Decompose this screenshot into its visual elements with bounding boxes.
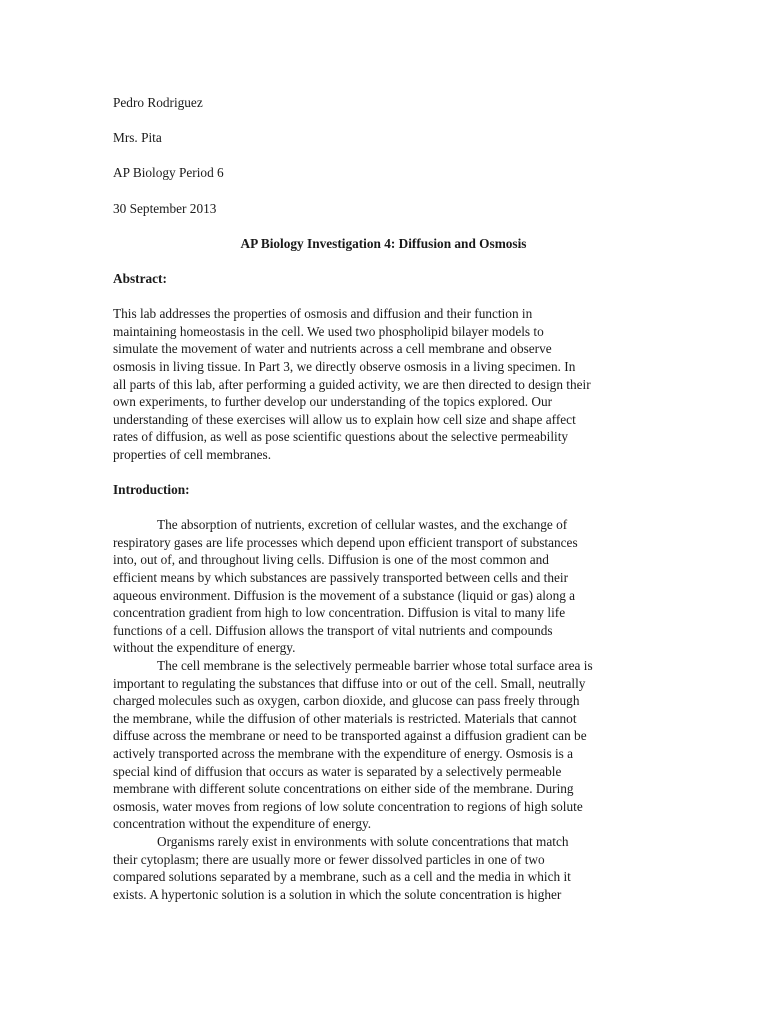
introduction-paragraph-1 [113, 516, 640, 657]
text-line: actively transported across the membrane with the expenditure of energy. Osmosis is a [113, 745, 574, 761]
text-line: diffuse across the membrane or need to be transported against a diffusion gradient can be [113, 728, 587, 744]
text-line: compared solutions separated by a membrane, such as a cell and the media in which it [113, 869, 571, 885]
text-line: own experiments, to further develop our understanding of the topics explored. Our [113, 394, 553, 410]
text-line: osmosis in living tissue. In Part 3, we directly observe osmosis in a living specimen. In [113, 358, 576, 374]
text-line: the membrane, while the diffusion of other materials is restricted. Materials that cannot [113, 710, 577, 726]
text-line: concentration without the expenditure of energy. [113, 816, 372, 832]
teacher-name: Mrs. Pita [113, 130, 162, 146]
text-line: Organisms rarely exist in environments with solute concentrations that match [157, 833, 569, 849]
text-line: properties of cell membranes. [113, 446, 272, 462]
abstract-paragraph [113, 305, 640, 463]
text-line: special kind of diffusion that occurs as water is separated by a selectively permeable [113, 763, 562, 779]
document-title: AP Biology Investigation 4: Diffusion and Osmosis [240, 235, 527, 251]
text-line: simulate the movement of water and nutrients across a cell membrane and observe [113, 341, 552, 357]
text-line: all parts of this lab, after performing a guided activity, we are then directed to design their [113, 376, 591, 392]
text-line: their cytoplasm; there are usually more or fewer dissolved particles in one of two [113, 851, 545, 867]
text-line: rates of diffusion, as well as pose scientific questions about the selective permeability [113, 429, 569, 445]
text-line: maintaining homeostasis in the cell. We used two phospholipid bilayer models to [113, 323, 544, 339]
text-line: important to regulating the substances that diffuse into or out of the cell. Small, neutrally [113, 675, 586, 691]
text-line: efficient means by which substances are passively transported between cells and their [113, 570, 569, 586]
text-line: exists. A hypertonic solution is a solution in which the solute concentration is higher [113, 886, 562, 902]
text-line: concentration gradient from high to low concentration. Diffusion is vital to many life [113, 605, 566, 621]
text-line: osmosis, water moves from regions of low solute concentration to regions of high solute [113, 798, 583, 814]
text-line: into, out of, and throughout living cells. Diffusion is one of the most common and [113, 552, 549, 568]
text-line: The absorption of nutrients, excretion of cellular wastes, and the exchange of [157, 517, 568, 533]
text-line: charged molecules such as oxygen, carbon dioxide, and glucose can pass freely through [113, 693, 580, 709]
introduction-heading: Introduction: [113, 482, 190, 498]
text-line: respiratory gases are life processes which depend upon efficient transport of substances [113, 534, 578, 550]
text-line: The cell membrane is the selectively permeable barrier whose total surface area is [157, 658, 593, 673]
abstract-heading: Abstract: [113, 270, 167, 286]
introduction-paragraph-3 [113, 833, 640, 903]
text-line: understanding of these exercises will allow us to explain how cell size and shape affect [113, 411, 576, 427]
text-line: functions of a cell. Diffusion allows the transport of vital nutrients and compounds [113, 622, 553, 638]
document-date: 30 September 2013 [113, 200, 217, 216]
text-line: membrane with different solute concentrations on either side of the membrane. During [113, 781, 574, 797]
author-name: Pedro Rodriguez [113, 95, 203, 110]
introduction-paragraph-2 [113, 657, 640, 833]
text-line: without the expenditure of energy. [113, 640, 296, 656]
course-name: AP Biology Period 6 [113, 165, 224, 181]
text-line: This lab addresses the properties of osmosis and diffusion and their function in [113, 306, 533, 322]
text-line: aqueous environment. Diffusion is the movement of a substance (liquid or gas) along a [113, 587, 576, 603]
